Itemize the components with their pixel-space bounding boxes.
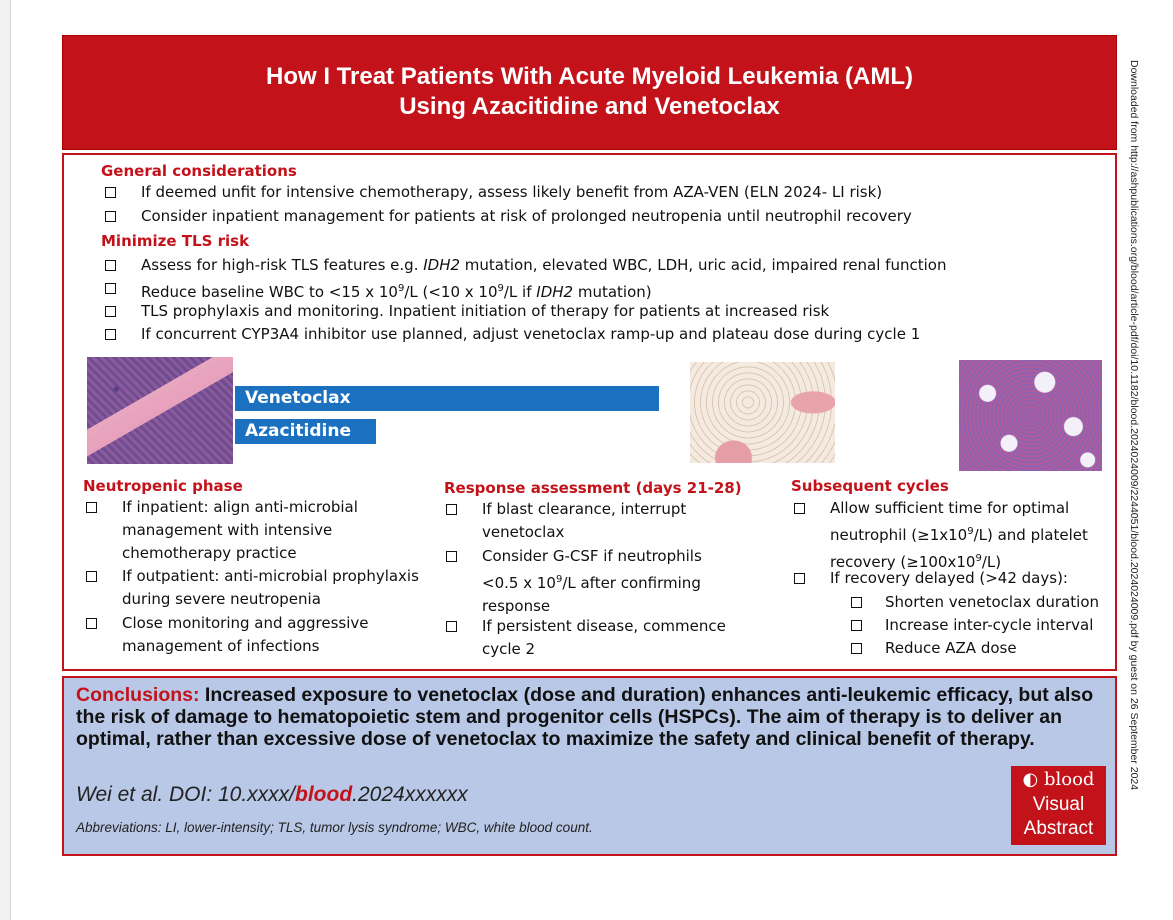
neutropenic-item-1: If inpatient: align anti-microbial management with intensive chemotherapy practice [86,496,436,565]
checkbox-icon [86,502,97,513]
bone-marrow-histology-image-2 [690,362,835,463]
checkbox-icon [851,643,862,654]
checkbox-icon [446,621,457,632]
conclusions-panel [62,676,1117,856]
checkbox-icon [86,571,97,582]
title-line-2: Using Azacitidine and Venetoclax [399,93,780,120]
response-item-1: If blast clearance, interrupt venetoclax [446,498,776,544]
subsequent-item-1: Allow sufficient time for optimal neutrophil $(\ge 1x10^9/L)$ and platelet recovery $(\ge 100x10^9/L)$ [794,497,1114,566]
logo-blood-text: ◐ blood [1022,769,1095,790]
checkbox-icon [794,573,805,584]
tls-heading: Minimize TLS risk [101,232,250,250]
title-banner [62,35,1117,150]
bone-marrow-histology-image-1 [87,357,233,464]
subsequent-cycles-heading: Subsequent cycles [791,477,949,495]
citation: Wei et al. DOI: 10.xxxx/blood.2024xxxxxx [76,783,468,806]
checkbox-icon [105,306,116,317]
conclusions-label: Conclusions: [76,684,200,706]
checkbox-icon [105,187,116,198]
bone-marrow-histology-image-3 [959,360,1102,471]
checkbox-icon [105,260,116,271]
checkbox-icon [851,620,862,631]
subsequent-sub-item-3: Reduce AZA dose [851,637,1116,660]
checkbox-icon [105,329,116,340]
neutropenic-phase-heading: Neutropenic phase [83,477,243,495]
neutropenic-item-3: Close monitoring and aggressive management of infections [86,612,436,658]
conclusions-text: Conclusions: Increased exposure to venetoclax (dose and duration) enhances anti-leukemic efficacy, but also the risk of damage to hematopoietic stem and progenitor cells (HSPCs). The aim of therapy is to deliver an optimal, rather than excessive dose of venetoclax to maximize the safety and clinical benefit of therapy. [76,684,1094,750]
checkbox-icon [86,618,97,629]
azacitidine-bar: Azacitidine [235,419,376,444]
checkbox-icon [446,551,457,562]
checkbox-icon [446,504,457,515]
response-item-2: Consider G-CSF if neutrophils <0.5 x $10^9/L$ after confirming response [446,545,776,614]
neutropenic-item-2: If outpatient: anti-microbial prophylaxis during severe neutropenia [86,565,436,611]
page-title [63,62,1116,122]
blood-visual-abstract-logo [1011,766,1106,845]
subsequent-item-2: If recovery delayed (>42 days): [794,567,1114,590]
abbreviations: Abbreviations: LI, lower-intensity; TLS, tumor lysis syndrome; WBC, white blood count. [76,820,593,835]
logo-visual-text: Visual [1032,794,1085,815]
response-item-3: If persistent disease, commence cycle 2 [446,615,776,661]
checkbox-icon [851,597,862,608]
logo-abstract-text: Abstract [1023,818,1094,839]
venetoclax-bar: Venetoclax [235,386,659,411]
title-line-1: How I Treat Patients With Acute Myeloid Leukemia (AML) [266,63,913,90]
response-assessment-heading: Response assessment (days 21-28) [444,479,742,497]
subsequent-sub-item-1: Shorten venetoclax duration [851,591,1116,614]
checkbox-icon [794,503,805,514]
checkbox-icon [105,211,116,222]
subsequent-sub-item-2: Increase inter-cycle interval [851,614,1116,637]
checkbox-icon [105,283,116,294]
download-note: Downloaded from http://ashpublications.org/blood/article-pdf/doi/10.1182/blood.2024024009/2244051/blood.2024024009.pdf by guest on 26 September 2024 [1128,60,1140,791]
general-considerations-heading: General considerations [101,162,297,180]
